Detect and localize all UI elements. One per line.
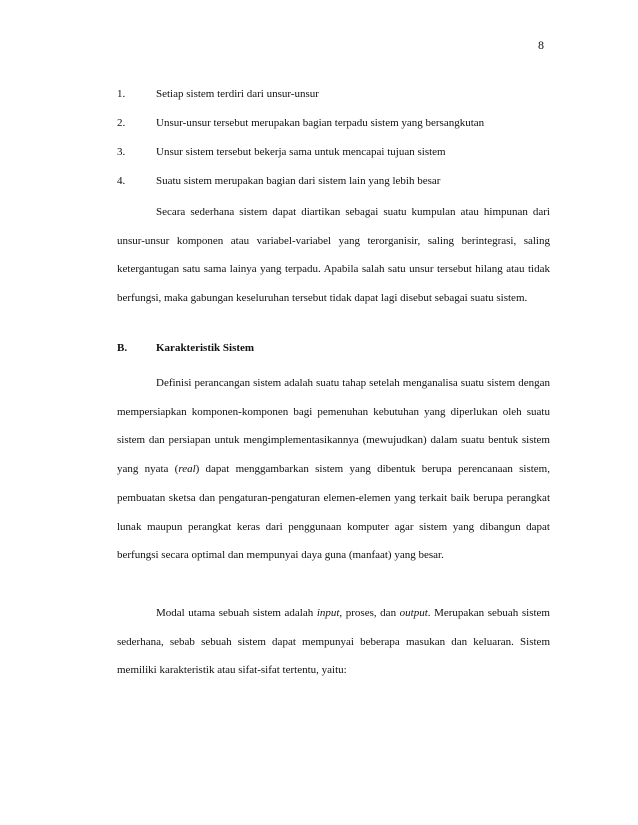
paragraph-design-definition	[117, 369, 550, 570]
list-item	[117, 146, 557, 175]
paragraph-text: Modal utama sebuah sistem adalah	[156, 607, 317, 619]
paragraph-system-model	[117, 599, 550, 685]
list-item-number: 2.	[117, 117, 126, 129]
system-elements-list	[117, 88, 557, 204]
section-title: Karakteristik Sistem	[156, 342, 255, 354]
paragraph-text: Definisi perancangan sistem adalah suatu tahap setelah menganalisa suatu sistem dengan mempersiapkan komponen-komponen bagi pemenuhan kebutuhan yang diperlukan oleh suatu sistem dan persiapan untuk mengimplementasikannya (mewujudkan) dalam suatu bentuk sistem yang nyata (	[117, 377, 550, 476]
paragraph-text: proses, dan	[342, 607, 400, 619]
list-item	[117, 117, 557, 146]
emphasis-text: output	[399, 607, 428, 619]
paragraph-system-definition: Secara sederhana sistem dapat diartikan sebagai suatu kumpulan atau himpunan dari unsur-unsur komponen atau variabel-variabel yang terorganisir, saling berintegrasi, saling ketergantugan satu sama lainya yang terpadu. Apabila salah satu unsur tersebut hilang atau tidak berfungsi, maka gabungan keseluruhan tersebut tidak dapat lagi disebut sebagai suatu sistem.	[117, 206, 550, 305]
page-number: 8	[538, 38, 544, 52]
list-item	[117, 88, 557, 117]
list-item-text: Unsur sistem tersebut bekerja sama untuk mencapai tujuan sistem	[156, 146, 446, 158]
section-number: B.	[117, 342, 128, 354]
list-item-number: 3.	[117, 146, 126, 158]
paragraph-text: ) dapat menggambarkan sistem yang dibentuk berupa perencanaan sistem, pembuatan sketsa dan pengaturan-pengaturan elemen-elemen yang terkait baik berupa perangkat lunak maupun perangkat keras dari penggunaan komputer agar sistem yang dibangun dapat berfungsi secara optimal dan mempunyai daya guna (manfaat) yang besar.	[117, 463, 550, 562]
list-item-number: 4.	[117, 175, 126, 187]
emphasis-text: input,	[316, 607, 343, 619]
emphasis-text: real	[178, 463, 196, 476]
paragraph-text: . Merupakan sebuah sistem sederhana, sebab sebuah sistem dapat mempunyai beberapa masukan dan keluaran. Sistem memiliki karakteristik atau sifat-sifat tertentu, yaitu:	[117, 607, 550, 677]
list-item-number: 1.	[117, 88, 126, 100]
list-item-text: Setiap sistem terdiri dari unsur-unsur	[156, 88, 319, 100]
list-item-text: Unsur-unsur tersebut merupakan bagian terpadu sistem yang bersangkutan	[156, 117, 485, 129]
list-item-text: Suatu sistem merupakan bagian dari sistem lain yang lebih besar	[156, 175, 441, 187]
